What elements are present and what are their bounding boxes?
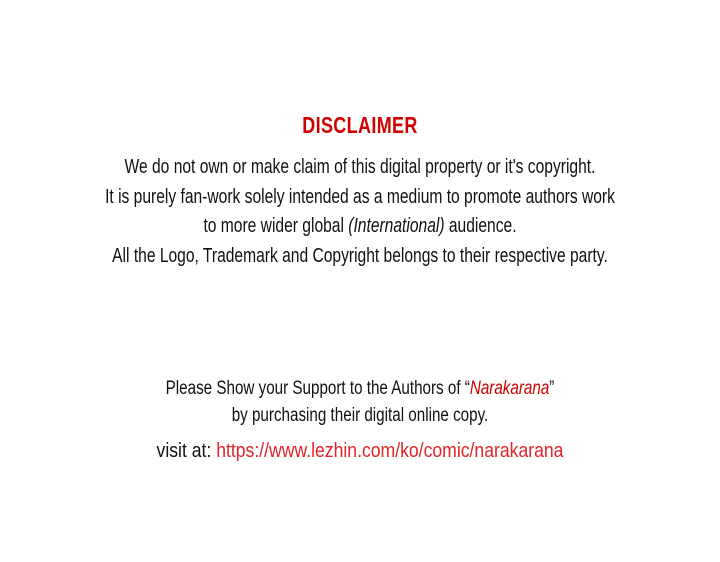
disclaimer-line-1: We do not own or make claim of this digital property or it's copyright. xyxy=(124,156,596,178)
disclaimer-line-3-suffix: audience. xyxy=(444,215,517,237)
disclaimer-line-3-prefix: to more wider global xyxy=(203,215,349,237)
visit-prefix-label: visit at: xyxy=(156,440,217,462)
disclaimer-title: DISCLAIMER xyxy=(302,112,418,138)
disclaimer-line-3-italic: (International) xyxy=(348,215,445,237)
support-message xyxy=(0,376,720,429)
support-line-2: by purchasing their digital online copy. xyxy=(231,404,489,426)
support-line-1-prefix: Please Show your Support to the Authors of “ xyxy=(165,378,470,399)
visit-line xyxy=(43,438,677,464)
support-line-1 xyxy=(72,376,648,403)
disclaimer-line-4: All the Logo, Trademark and Copyright belongs to their respective party. xyxy=(112,244,608,267)
disclaimer-line-3 xyxy=(79,212,641,242)
disclaimer-body xyxy=(0,153,720,271)
comic-url-link[interactable]: https://www.lezhin.com/ko/comic/narakarana xyxy=(216,440,564,462)
disclaimer-line-2: It is purely fan-work solely intended as a medium to promote authors work xyxy=(105,185,615,208)
support-line-1-suffix: ” xyxy=(549,378,555,399)
comic-title-text: Narakarana xyxy=(469,378,550,399)
